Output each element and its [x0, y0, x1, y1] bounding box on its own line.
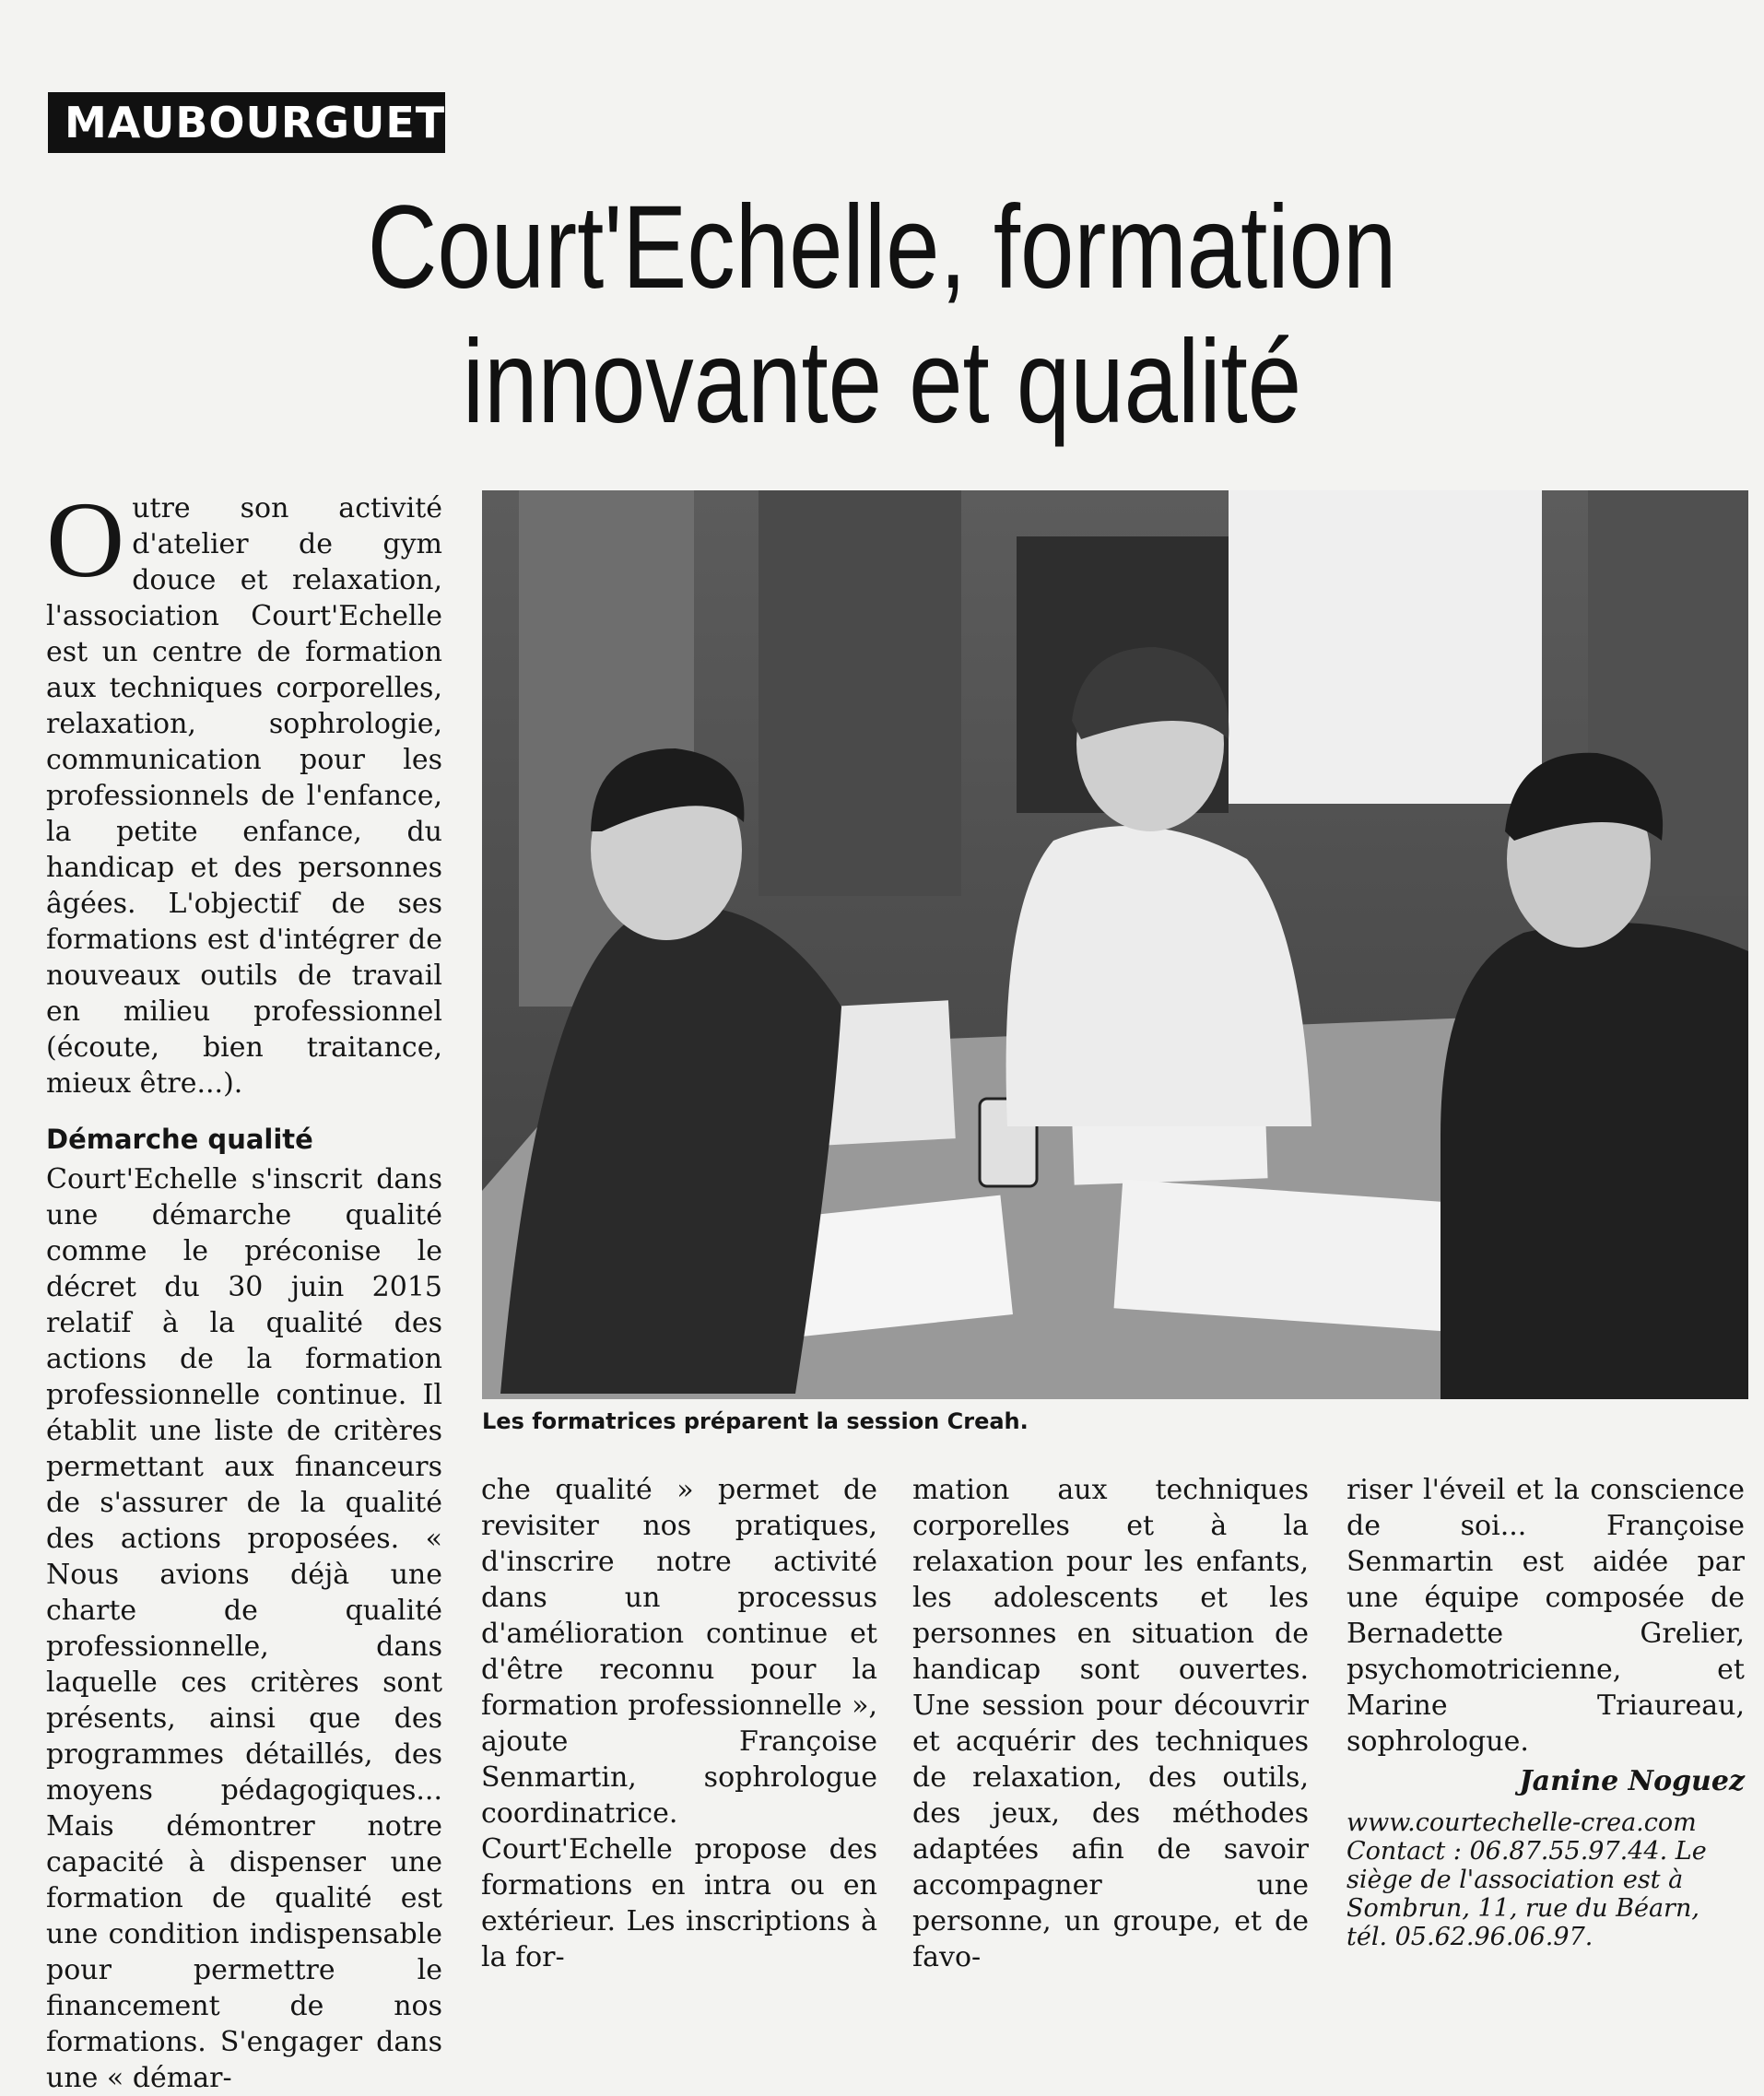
lead-text: utre son activité d'atelier de gym douce et relaxation, l'association Court'Echelle est un centre de formation aux techniques corporelles, relaxation, sophrologie, communication pour les professionnels de l'enfance, la petite enfance, du handicap et des personnes âgées. L'objectif de ses formations est d'intégrer de nouveaux outils de travail en milieu professionnel (écoute, bien traitance, mieux être...).: [46, 492, 442, 1100]
photo-caption: Les formatrices préparent la session Creah.: [482, 1408, 1029, 1434]
article-photo: [482, 490, 1748, 1399]
subhead: Démarche qualité: [46, 1124, 313, 1155]
column-3-body: mation aux techniques corporelles et à la relaxation pour les enfants, les adolescents et les personnes en situation de handicap sont ouvertes. Une session pour découvrir et acquérir des techniques de relaxation, des outils, des jeux, des méthodes adaptées afin de savoir accompagner une personne, un groupe, et de favo-: [912, 1474, 1309, 1973]
column-4: [1347, 1472, 1745, 1951]
column-1-body: Court'Echelle s'inscrit dans une démarche qualité comme le préconise le décret du 30 juin 2015 relatif à la qualité des actions de la formation professionnelle continue. Il établit une liste de critères permettant aux financeurs de s'assurer de la qualité des actions proposées. « Nous avions déjà une charte de qualité professionnelle, dans laquelle ces critères sont présents, ainsi que des programmes détaillés, des moyens pédagogiques... Mais démontrer notre capacité à dispenser une formation de qualité est une condition indispensable pour permettre le financement de nos formations. S'engager dans une « démar-: [46, 1163, 442, 2094]
byline: Janine Noguez: [1519, 1765, 1745, 1797]
headline-line-1: Court'Echelle, formation: [367, 182, 1397, 313]
column-2-body-a: che qualité » permet de revisiter nos pratiques, d'inscrire notre activité dans un processus d'amélioration continue et d'être reconnu pour la formation professionnelle », ajoute Françoise Senmartin, sophrologue coordinatrice.: [481, 1474, 877, 1830]
photo-illustration: [482, 490, 1748, 1399]
column-4-body: riser l'éveil et la conscience de soi... Françoise Senmartin est aidée par une équipe composée de Bernadette Grelier, psychomotricienne, et Marine Triaureau, sophrologue.: [1347, 1474, 1745, 1758]
column-2-body-b: Court'Echelle propose des formations en intra ou en extérieur. Les inscriptions à la for-: [481, 1833, 877, 1973]
lead-paragraph: [46, 479, 442, 1101]
column-1: [46, 479, 442, 2096]
contact-info: www.courtechelle-crea.com Contact : 06.87.55.97.44. Le siège de l'association est à Sombrun, 11, rue du Béarn, tél. 05.62.96.06.97.: [1347, 1808, 1707, 1951]
column-3: [912, 1472, 1309, 1975]
section-kicker: MAUBOURGUET: [48, 92, 445, 153]
headline-line-2: innovante et qualité: [462, 316, 1302, 448]
drop-cap: O: [46, 479, 125, 600]
column-2: [481, 1472, 877, 1975]
